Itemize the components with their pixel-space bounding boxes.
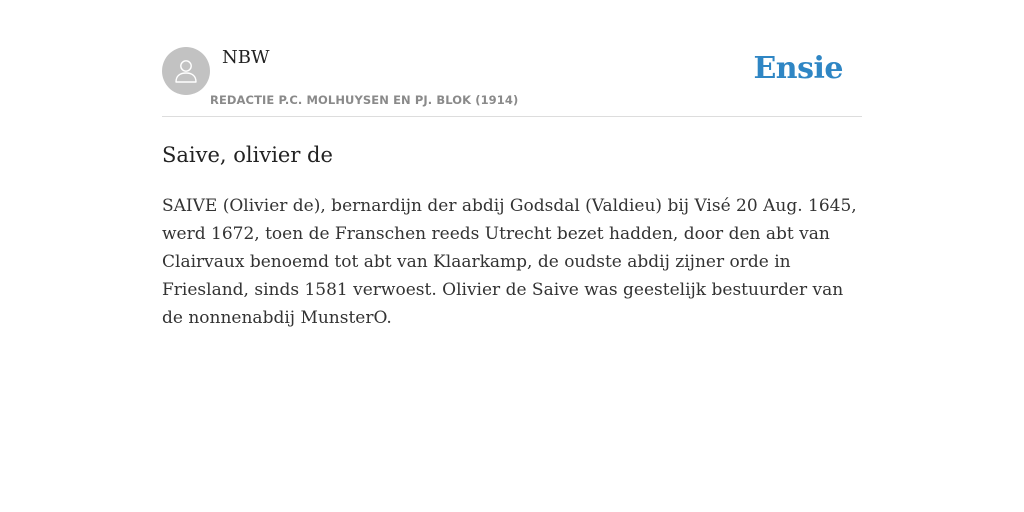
article-body: SAIVE (Olivier de), bernardijn der abdij Godsdal (Valdieu) bij Visé 20 Aug. 1645, werd 1672, toen de Franschen reeds Utrecht bezet hadden, door den abt van Clairvaux benoemd tot abt van Klaarkamp, de oudste abdij zijner orde in Friesland, sinds 1581 verwoest. Olivier de Saive was geestelijk bestuurder van de nonnenabdij MunsterO. xyxy=(162,196,857,328)
user-outline-icon xyxy=(171,56,201,86)
brand-logo[interactable]: Ensie xyxy=(753,51,843,86)
user-avatar-icon xyxy=(162,47,210,95)
source-editors: REDACTIE P.C. MOLHUYSEN EN PJ. BLOK (1914) xyxy=(210,93,519,107)
source-header xyxy=(162,46,862,117)
source-name[interactable]: NBW xyxy=(222,47,270,68)
article-title: Saive, olivier de xyxy=(162,143,333,167)
